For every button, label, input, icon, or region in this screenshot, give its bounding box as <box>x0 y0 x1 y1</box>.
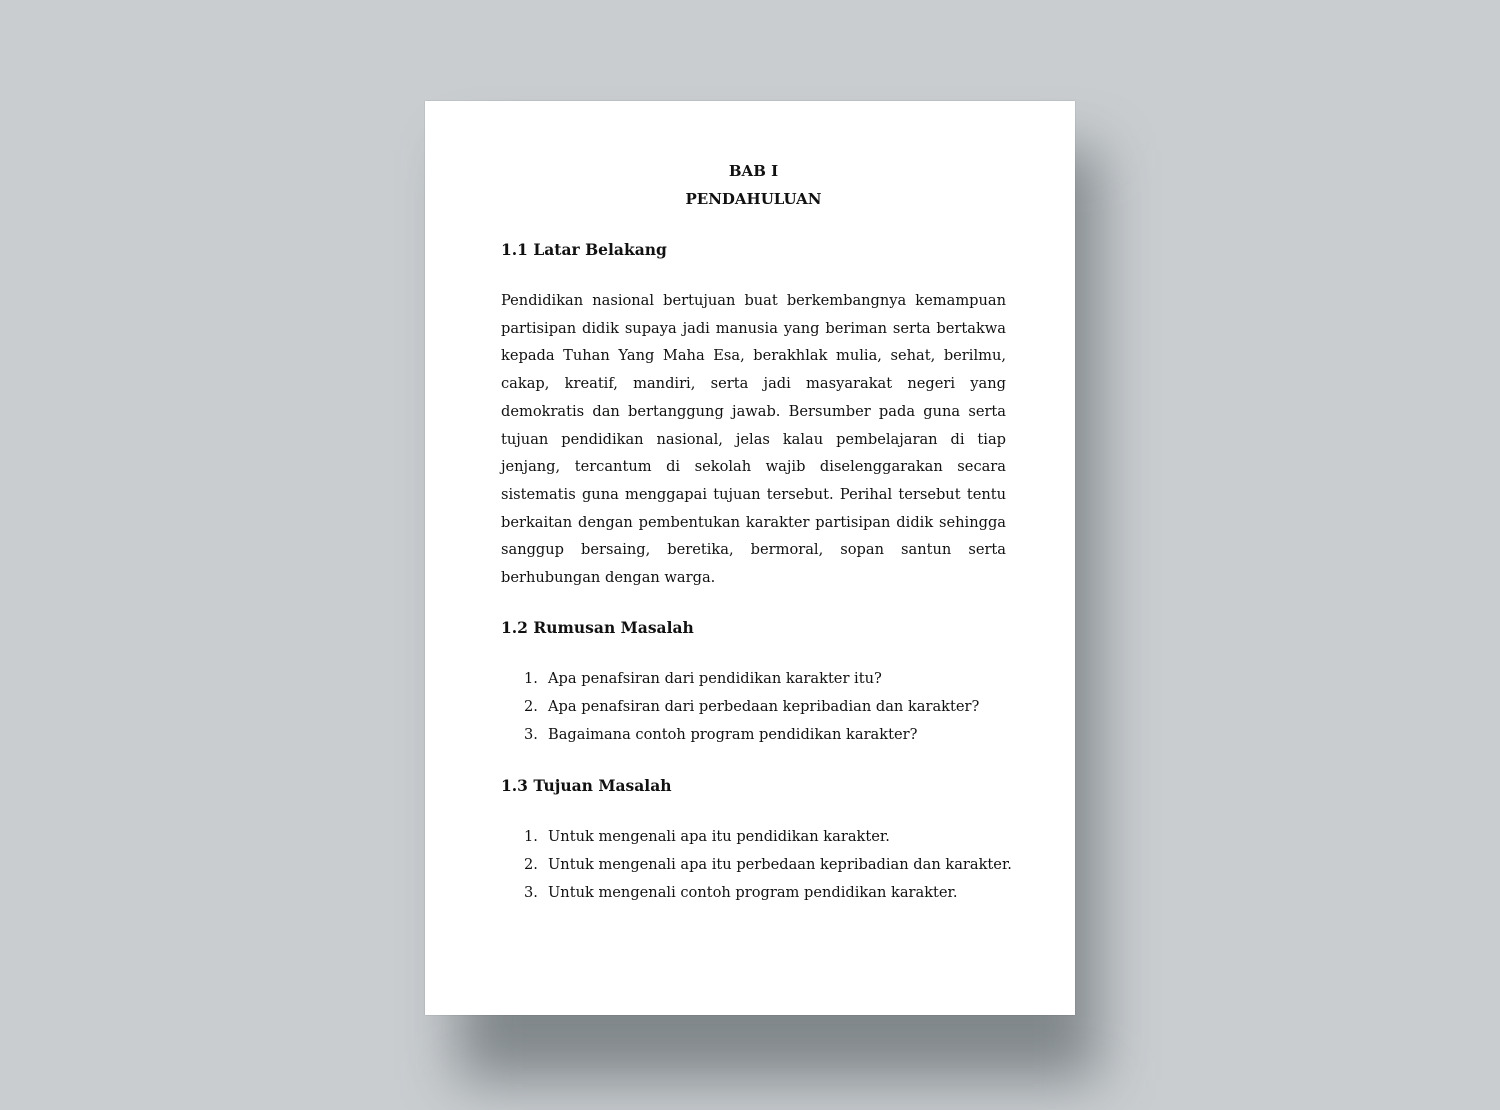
list-item <box>501 851 1012 879</box>
list-item-text: Untuk mengenali contoh program pendidikan karakter. <box>548 883 958 901</box>
list-item <box>501 879 1006 907</box>
document-page <box>425 101 1075 1015</box>
list-item-text: Apa penafsiran dari pendidikan karakter itu? <box>548 669 882 687</box>
list-item-text: Untuk mengenali apa itu pendidikan karakter. <box>548 827 890 845</box>
list-item-number: 3. <box>524 725 538 743</box>
list-item-number: 2. <box>524 697 538 715</box>
chapter-label: BAB I <box>728 162 779 180</box>
chapter-title: PENDAHULUAN <box>685 190 822 208</box>
list-item-text: Untuk mengenali apa itu perbedaan kepribadian dan karakter. <box>548 855 1012 873</box>
list-item-text: Apa penafsiran dari perbedaan kepribadian dan karakter? <box>548 697 980 715</box>
background-paragraph: Pendidikan nasional bertujuan buat berkembangnya kemampuan partisipan didik supaya jadi manusia yang beriman serta bertakwa kepada Tuhan Yang Maha Esa, berakhlak mulia, sehat, berilmu, cakap, kreatif, mandiri, serta jadi masyarakat negeri yang demokratis dan bertanggung jawab. Bersumber pada guna serta tujuan pendidikan nasional, jelas kalau pembelajaran di tiap jenjang, tercantum di sekolah wajib diselenggarakan secara sistematis guna menggapai tujuan tersebut. Perihal tersebut tentu berkaitan dengan pembentukan karakter partisipan didik sehingga sanggup bersaing, beretika, bermoral, sopan santun serta berhubungan dengan warga. <box>501 292 1006 587</box>
list-item <box>501 665 1006 693</box>
list-item <box>501 721 1006 749</box>
section-heading-rumusan-masalah: 1.2 Rumusan Masalah <box>501 617 694 637</box>
list-item <box>501 693 1006 721</box>
list-item-number: 3. <box>524 883 538 901</box>
list-item-number: 1. <box>524 827 538 845</box>
problem-list <box>501 665 1006 749</box>
list-item-number: 2. <box>524 855 538 873</box>
list-item <box>501 823 1006 851</box>
document-content <box>501 157 1012 907</box>
list-item-number: 1. <box>524 669 538 687</box>
list-item-text: Bagaimana contoh program pendidikan karakter? <box>548 725 918 743</box>
section-heading-tujuan-masalah: 1.3 Tujuan Masalah <box>501 775 672 795</box>
objective-list <box>501 823 1012 907</box>
section-heading-latar-belakang: 1.1 Latar Belakang <box>501 240 667 259</box>
